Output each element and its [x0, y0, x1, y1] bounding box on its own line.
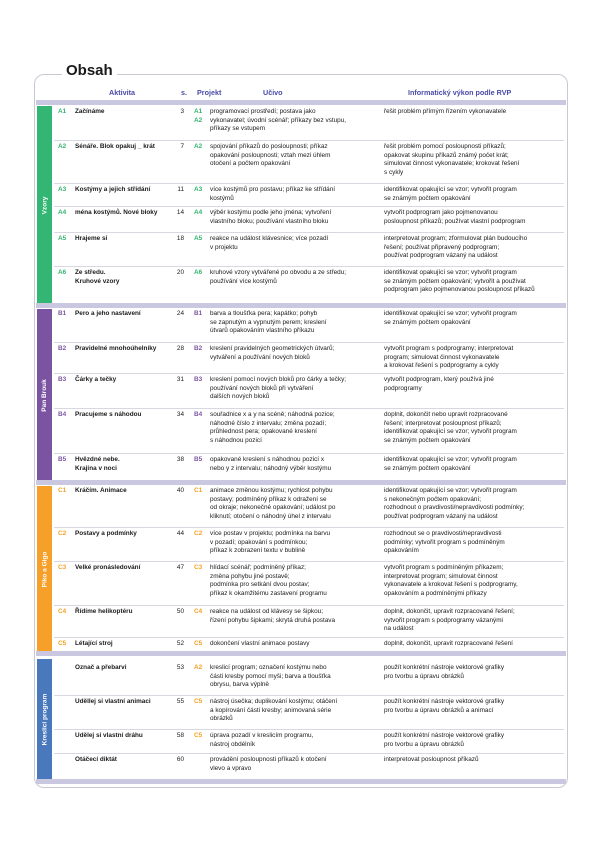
page-number: 47: [176, 564, 184, 571]
ucivo-line: příkaz k okamžitému zastavení programu: [210, 589, 327, 597]
rvp-line: rozhodnout o pravdivosti/nepravdivosti podmínky;: [384, 504, 525, 512]
page-number: 14: [176, 209, 184, 216]
ucivo-text: [210, 756, 380, 773]
ucivo-line: kreslení pomocí nových bloků pro čárky a tečky;: [210, 376, 347, 383]
rvp-line: se známým počtem opakování; vytvořit a používat: [384, 277, 526, 285]
row-divider: [54, 729, 564, 730]
rvp-line: vykonavatele a krokovat řešení s podprogramy,: [384, 581, 518, 589]
ucivo-text: [210, 143, 380, 169]
ucivo-line: programovací prostředí; postava jako: [210, 108, 316, 115]
activity-name: [75, 732, 170, 741]
project-codes: [194, 269, 208, 278]
activity-line: Uděllej si vlastní animaci: [75, 698, 151, 705]
section-label-bar: [37, 106, 52, 304]
activity-line: Velké pronásledování: [75, 564, 141, 571]
lesson-code: A3: [58, 186, 67, 193]
project-code: B2: [194, 345, 203, 352]
row-divider: [54, 605, 564, 606]
page-number: 55: [176, 698, 184, 705]
rvp-line: interpretovat posloupnost příkazů: [384, 756, 479, 763]
rvp-line: identifikovat opakující se vzor; vytvořit program: [384, 269, 517, 276]
rvp-line: identifikovat opakující se vzor; vytvořit program: [384, 487, 517, 494]
rvp-line: doplnit, dokončit, upravit rozpracované řešení;: [384, 608, 515, 615]
rvp-line: pro tvorbu a úpravu obrázků: [384, 672, 464, 680]
project-codes: [194, 108, 208, 125]
page-number: 3: [180, 108, 184, 115]
project-code: A6: [194, 269, 203, 276]
rvp-line: pro tvorbu a úpravu obrázků a animací: [384, 706, 494, 714]
project-code: B5: [194, 456, 203, 463]
activity-line: Kostýmy a jejich střídání: [75, 186, 151, 193]
activity-name: [75, 487, 170, 496]
rvp-text: [384, 269, 564, 295]
lesson-code: A4: [58, 209, 67, 216]
ucivo-line: otočení a počtem opakování: [210, 160, 291, 168]
header-aktivita: Aktivita: [109, 88, 135, 97]
activity-name: [75, 235, 170, 244]
ucivo-text: [210, 608, 380, 625]
page-number: 44: [176, 530, 184, 537]
ucivo-line: více postav v projektu; podmínka na barvu: [210, 530, 331, 537]
ucivo-text: [210, 345, 380, 362]
header-strana: s.: [181, 88, 187, 97]
section-divider: [36, 303, 566, 308]
project-codes: [194, 411, 208, 420]
activity-line: Pravidelné mnohoúhelníky: [75, 345, 157, 352]
ucivo-line: více kostýmů pro postavu; příkaz ke střídání: [210, 186, 336, 193]
rvp-text: [384, 209, 564, 226]
activity-name: [75, 186, 170, 195]
ucivo-line: opakované kreslení s náhodnou pozicí x: [210, 456, 325, 463]
rvp-line: se známým počtem opakování: [384, 436, 471, 444]
lesson-code: B3: [58, 376, 67, 383]
rvp-line: podprogram jako pojmenovanou posloupnost příkazů: [384, 286, 535, 294]
activity-name: [75, 345, 170, 354]
section-divider: [36, 651, 566, 656]
activity-name: [75, 376, 170, 385]
ucivo-line: kreslicí program; označení kostýmu nebo: [210, 664, 327, 671]
page-number: 28: [176, 345, 184, 352]
page-number: 50: [176, 608, 184, 615]
rvp-text: [384, 345, 564, 371]
page-number: 38: [176, 456, 184, 463]
project-code: A2: [194, 116, 203, 124]
ucivo-text: [210, 209, 380, 226]
ucivo-line: kliknutí; otočení o náhodný úhel z intervalu: [210, 512, 331, 520]
rvp-text: [384, 564, 564, 598]
rvp-text: [384, 108, 564, 117]
row-divider: [54, 453, 564, 454]
activity-line: ména kostýmů. Nové bloky: [75, 209, 158, 216]
rvp-text: [384, 732, 564, 749]
rvp-text: [384, 608, 564, 634]
project-code: C5: [194, 732, 203, 739]
ucivo-line: opakování posloupnosti; vztah mezi úhlem: [210, 151, 331, 159]
ucivo-line: reakce na událost od klávesy se šipkou;: [210, 608, 323, 615]
project-codes: [194, 530, 208, 539]
page-title: Obsah: [62, 62, 117, 79]
rvp-line: vytvořit program s podprogramy; interpretovat: [384, 345, 514, 352]
ucivo-text: [210, 310, 380, 336]
rvp-text: [384, 235, 564, 261]
section-label-bar: [37, 309, 52, 481]
rvp-line: opakováním: [384, 547, 419, 555]
row-divider: [54, 373, 564, 374]
page-number: 11: [177, 186, 184, 193]
rvp-line: podprogramy: [384, 384, 422, 392]
project-code: A3: [194, 186, 203, 193]
ucivo-line: útvarů opakováním vlastního příkazu: [210, 327, 315, 335]
page-number: 31: [176, 376, 184, 383]
ucivo-line: obrysu, barva výplně: [210, 681, 269, 689]
ucivo-line: souřadnice x a y na scéně; náhodná pozice;: [210, 411, 335, 418]
rvp-line: simulovat činnost vykonavatele; krokovat řešení: [384, 160, 520, 168]
rvp-text: [384, 487, 564, 521]
activity-line: Kruhové vzory: [75, 277, 120, 285]
ucivo-line: náhodné číslo z intervalu; změna pozadí;: [210, 419, 327, 427]
rvp-line: se známým počtem opakování: [384, 194, 471, 202]
activity-name: [75, 411, 170, 420]
lesson-code: C5: [58, 640, 67, 647]
rvp-text: [384, 186, 564, 203]
ucivo-text: [210, 732, 380, 749]
activity-line: Sénáře. Blok opakuj _ krát: [75, 143, 155, 150]
rvp-text: [384, 640, 564, 649]
project-code: A2: [194, 143, 203, 150]
ucivo-line: vlevo a vpravo: [210, 764, 252, 772]
row-divider: [54, 206, 564, 207]
ucivo-line: podmínka pro setkání dvou postav;: [210, 581, 310, 589]
activity-line: Ze středu.: [75, 269, 106, 276]
project-codes: [194, 143, 208, 152]
project-code: B4: [194, 411, 203, 418]
rvp-line: identifikovat opakující se vzor; vytvořit program: [384, 186, 517, 193]
ucivo-text: [210, 530, 380, 556]
page-number: 34: [176, 411, 184, 418]
row-divider: [54, 753, 564, 754]
project-codes: [194, 698, 208, 707]
ucivo-line: vlastního bloku; používání vlastního bloku: [210, 217, 329, 225]
ucivo-line: nástroj obdélník: [210, 740, 256, 748]
rvp-line: použít konkrétní nástroje vektorové grafiky: [384, 732, 505, 739]
rvp-line: identifikovat opakující se vzor; vytvořit program: [384, 310, 517, 317]
header-rvp: Informatický výkon podle RVP: [408, 88, 512, 97]
page-number: 40: [176, 487, 184, 494]
header-ucivo: Učivo: [263, 88, 283, 97]
rvp-line: vytvořit program s podmíněným příkazem;: [384, 564, 504, 571]
lesson-code: A5: [58, 235, 67, 242]
activity-line: Čárky a tečky: [75, 376, 117, 383]
project-code: B3: [194, 376, 203, 383]
section-label: Pan Brouk: [41, 378, 49, 412]
rvp-line: interpretovat program; simulovat činnost: [384, 572, 498, 580]
page-number: 58: [176, 732, 184, 739]
project-code: B1: [194, 310, 203, 317]
ucivo-line: příkaz k zobrazení textu v bublině: [210, 547, 306, 555]
activity-name: [75, 530, 170, 539]
activity-name: [75, 564, 170, 573]
project-codes: [194, 209, 208, 218]
rvp-line: doplnit, dokončit, upravit rozpracované řešení: [384, 640, 513, 647]
rvp-line: s nekonečným počtem opakování;: [384, 495, 481, 503]
rvp-line: řešení; používat připravený podprogram;: [384, 243, 500, 251]
activity-line: Postavy a podmínky: [75, 530, 137, 537]
project-code: A4: [194, 209, 203, 216]
section-label: Piko a Gigo: [41, 551, 49, 587]
activity-name: [75, 108, 170, 117]
ucivo-text: [210, 235, 380, 252]
project-code: C3: [194, 564, 203, 571]
page-number: 20: [176, 269, 184, 276]
ucivo-line: v projektu: [210, 243, 238, 251]
rvp-text: [384, 310, 564, 327]
ucivo-line: reakce na událost klávesnice; více pozadí: [210, 235, 329, 242]
rvp-line: a krokovat řešení s podprogramy a cykly: [384, 362, 499, 370]
row-divider: [54, 140, 564, 141]
section-label-bar: [37, 659, 52, 779]
rvp-line: na událost: [384, 625, 414, 633]
rvp-line: řešit problém přímým řízením vykonavatele: [384, 108, 507, 115]
activity-name: [75, 698, 170, 707]
activity-line: Pracujeme s náhodou: [75, 411, 142, 418]
section-divider: [36, 480, 566, 485]
page-number: 18: [176, 235, 184, 242]
rvp-text: [384, 756, 564, 765]
page-number: 52: [176, 640, 184, 647]
ucivo-text: [210, 186, 380, 203]
row-divider: [54, 183, 564, 184]
lesson-code: B5: [58, 456, 67, 463]
lesson-code: B4: [58, 411, 67, 418]
ucivo-line: v pozadí; opakování s podmínkou;: [210, 538, 308, 546]
row-divider: [54, 695, 564, 696]
project-code: C5: [194, 698, 203, 705]
activity-name: [75, 209, 170, 218]
activity-line: Hrajeme si: [75, 235, 108, 242]
row-divider: [54, 232, 564, 233]
ucivo-line: výběr kostýmu podle jeho jména; vytvoření: [210, 209, 332, 216]
ucivo-text: [210, 456, 380, 473]
activity-line: Krajina v noci: [75, 464, 117, 472]
rvp-line: program; simulovat činnost vykonavatele: [384, 353, 500, 361]
ucivo-line: průhlednost pera; opakované kreslení: [210, 428, 317, 436]
rvp-line: opakováním a podmíněnými příkazy: [384, 589, 487, 597]
activity-name: [75, 664, 170, 673]
project-codes: [194, 732, 208, 741]
activity-line: Označ a přebarvi: [75, 664, 127, 671]
ucivo-text: [210, 640, 380, 649]
ucivo-line: používání více kostýmů: [210, 277, 277, 285]
ucivo-text: [210, 269, 380, 286]
rvp-line: použít konkrétní nástroje vektorové grafiky: [384, 698, 505, 705]
ucivo-line: od okraje; nekonečné opakování; událost po: [210, 504, 336, 512]
project-codes: [194, 664, 208, 673]
ucivo-text: [210, 698, 380, 724]
project-code: A5: [194, 235, 203, 242]
activity-name: [75, 143, 170, 152]
page-number: 60: [176, 756, 184, 763]
row-divider: [54, 408, 564, 409]
rvp-line: se známým počtem opakování: [384, 318, 471, 326]
ucivo-line: animace změnou kostýmu; rychlost pohybu: [210, 487, 333, 494]
activity-line: Pero a jeho nastavení: [75, 310, 141, 317]
rvp-text: [384, 411, 564, 445]
project-codes: [194, 487, 208, 496]
lesson-code: C3: [58, 564, 67, 571]
project-code: A1: [194, 108, 203, 115]
project-codes: [194, 345, 208, 354]
section-label-bar: [37, 486, 52, 652]
rvp-line: řešení; interpretovat posloupnost příkazů;: [384, 419, 502, 427]
lesson-code: C2: [58, 530, 67, 537]
rvp-line: používat podprogram vázaný na událost: [384, 252, 498, 260]
rvp-line: použít konkrétní nástroje vektorové grafiky: [384, 664, 505, 671]
ucivo-line: části kresby pomocí myši; barva a tloušťka: [210, 672, 331, 680]
rvp-text: [384, 530, 564, 556]
activity-line: Začínáme: [75, 108, 105, 115]
row-divider: [54, 342, 564, 343]
lesson-code: A1: [58, 108, 67, 115]
activity-line: Kráčím. Animace: [75, 487, 127, 494]
rvp-text: [384, 456, 564, 473]
rvp-line: posloupnost příkazů; používat vlastní podprogram: [384, 217, 526, 225]
page-number: 53: [176, 664, 184, 671]
rvp-line: podmínky; vytvořit program s podmíněným: [384, 538, 505, 546]
project-code: A2: [194, 664, 203, 671]
activity-name: [75, 640, 170, 649]
ucivo-line: s náhodnou pozicí: [210, 436, 262, 444]
ucivo-text: [210, 376, 380, 402]
ucivo-line: spojování příkazů do posloupnosti; příkaz: [210, 143, 328, 150]
row-divider: [54, 637, 564, 638]
rvp-line: vytvořit podprogram jako pojmenovanou: [384, 209, 498, 216]
project-code: C5: [194, 640, 203, 647]
rvp-line: se známým počtem opakování: [384, 464, 471, 472]
rvp-line: rozhodnout se o pravdivosti/nepravdivosti: [384, 530, 502, 537]
ucivo-line: příkazy se vstupem: [210, 125, 266, 133]
section-label: Kreslicí program: [41, 693, 49, 745]
rvp-text: [384, 698, 564, 715]
activity-name: [75, 456, 170, 473]
ucivo-line: se zapnutým a vypnutým perem; kreslení: [210, 318, 327, 326]
ucivo-line: vykonavatel; úvodní scénář; příkazy bez vstupu,: [210, 116, 347, 124]
ucivo-line: dokončení vlastní animace postavy: [210, 640, 310, 647]
activity-line: Otáčecí diktát: [75, 756, 117, 763]
ucivo-text: [210, 108, 380, 134]
header-projekt: Projekt: [197, 88, 222, 97]
lesson-code: C4: [58, 608, 67, 615]
rvp-line: vytvořit program s podprogramy vázanými: [384, 616, 503, 624]
page-number: 24: [176, 310, 184, 317]
activity-name: [75, 608, 170, 617]
ucivo-line: úprava pozadí v kreslicím programu,: [210, 732, 314, 739]
ucivo-line: a kopírování části kresby; animovaná série: [210, 706, 332, 714]
table-header: [36, 86, 566, 100]
rvp-line: doplnit, dokončit nebo upravit rozpracované: [384, 411, 508, 418]
rvp-text: [384, 376, 564, 393]
project-code: C4: [194, 608, 203, 615]
lesson-code: C1: [58, 487, 67, 494]
ucivo-line: barva a tloušťka pera; kapátko; pohyb: [210, 310, 318, 317]
header-divider: [36, 100, 566, 105]
activity-line: Létající stroj: [75, 640, 113, 647]
row-divider: [54, 266, 564, 267]
page-number: 7: [180, 143, 184, 150]
ucivo-line: hlídací scénář; podmíněný příkaz;: [210, 564, 306, 571]
ucivo-line: kruhové vzory vytvářené po obvodu a ze středu;: [210, 269, 347, 276]
lesson-code: B2: [58, 345, 67, 352]
rvp-line: používat podprogram vázaný na událost: [384, 512, 498, 520]
rvp-line: řešit problém pomocí posloupnosti příkazů;: [384, 143, 506, 150]
lesson-code: A6: [58, 269, 67, 276]
lesson-code: B1: [58, 310, 67, 317]
ucivo-line: nebo y z intervalu; náhodný výběr kostýmu: [210, 464, 332, 472]
ucivo-text: [210, 664, 380, 690]
activity-line: Hvězdné nebe.: [75, 456, 120, 463]
row-divider: [54, 527, 564, 528]
project-codes: [194, 564, 208, 573]
ucivo-line: řízení pohybu šipkami; skrytá druhá postava: [210, 616, 336, 624]
rvp-line: s cykly: [384, 168, 404, 176]
ucivo-line: postavy; podmíněný příkaz k odražení se: [210, 495, 327, 503]
ucivo-line: používání nových bloků při vytváření: [210, 384, 314, 392]
ucivo-line: dalších nových bloků: [210, 393, 270, 401]
rvp-text: [384, 664, 564, 681]
ucivo-text: [210, 411, 380, 445]
rvp-line: vytvořit podprogram, který používá jiné: [384, 376, 494, 383]
project-codes: [194, 456, 208, 465]
activity-line: Udělej si vlastní dráhu: [75, 732, 143, 739]
rvp-line: opakovat skupinu příkazů známý počet krát;: [384, 151, 509, 159]
section-divider: [36, 779, 566, 784]
activity-line: Řídíme helikoptéru: [75, 608, 133, 615]
lesson-code: A2: [58, 143, 67, 150]
project-codes: [194, 376, 208, 385]
ucivo-text: [210, 487, 380, 521]
activity-name: [75, 310, 170, 319]
activity-name: [75, 269, 170, 286]
row-divider: [54, 561, 564, 562]
ucivo-line: kostýmů: [210, 194, 234, 202]
rvp-line: identifikovat opakující se vzor; vytvořit program: [384, 456, 517, 463]
section-label: Vzory: [41, 196, 49, 214]
activity-name: [75, 756, 170, 765]
rvp-line: identifikovat opakující se vzor; vytvořit program: [384, 428, 517, 436]
ucivo-line: vytváření a používání nových bloků: [210, 353, 310, 361]
project-codes: [194, 640, 208, 649]
ucivo-line: nástroj úsečka; duplikování kostýmu; otáčení: [210, 698, 338, 705]
project-code: C2: [194, 530, 203, 537]
ucivo-line: změna pohybu jiné postavě;: [210, 572, 290, 580]
rvp-line: interpretovat program; zformulovat plán budoucího: [384, 235, 528, 242]
project-codes: [194, 310, 208, 319]
rvp-line: pro tvorbu a úpravu obrázků: [384, 740, 464, 748]
project-codes: [194, 235, 208, 244]
rvp-text: [384, 143, 564, 177]
project-codes: [194, 608, 208, 617]
ucivo-text: [210, 564, 380, 598]
ucivo-line: obrázků: [210, 715, 233, 723]
project-codes: [194, 186, 208, 195]
project-code: C1: [194, 487, 203, 494]
ucivo-line: kreslení pravidelných geometrických útvarů;: [210, 345, 335, 352]
ucivo-line: provádění posloupnosti příkazů k otočení: [210, 756, 327, 763]
